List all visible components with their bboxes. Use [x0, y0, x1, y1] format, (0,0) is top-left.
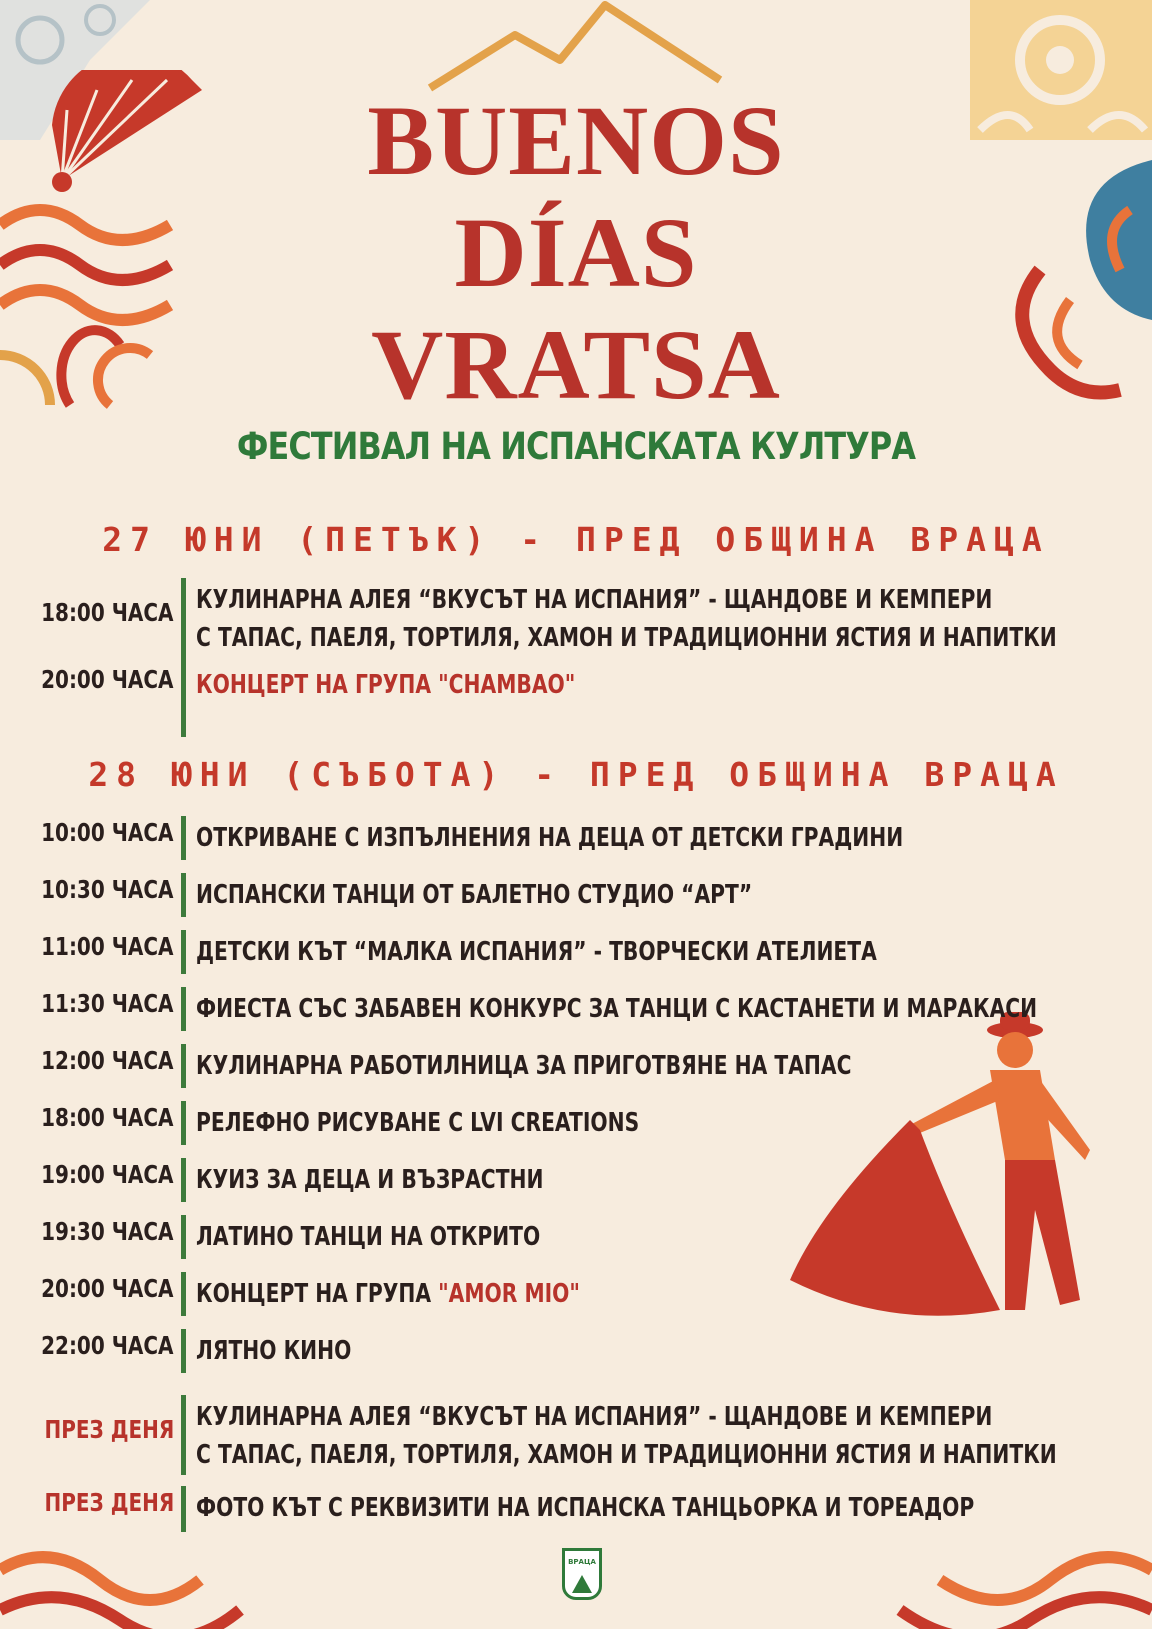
schedule-row: [0, 1397, 1152, 1470]
event-text: КОНЦЕРТ НА ГРУПА: [196, 1279, 439, 1309]
ornament-bottom-right: [880, 1540, 1152, 1629]
schedule-row: [0, 932, 1152, 992]
schedule-row: [0, 1217, 1152, 1277]
event-time: 10:30 ЧАСА: [41, 875, 174, 904]
divider: [181, 987, 186, 1031]
title-line-3: VRATSA: [371, 309, 781, 420]
divider: [181, 1329, 186, 1373]
event-description-line: ФОТО КЪТ С РЕКВИЗИТИ НА ИСПАНСКА ТАНЦЬОРКА И ТОРЕАДОР: [196, 1493, 975, 1523]
divider: [181, 1272, 186, 1316]
title-line-1: BUENOS: [367, 85, 785, 196]
event-description-line: КУИЗ ЗА ДЕЦА И ВЪЗРАСТНИ: [196, 1165, 544, 1195]
event-description-line: КУЛИНАРНА РАБОТИЛНИЦА ЗА ПРИГОТВЯНЕ НА ТАПАС: [196, 1051, 852, 1081]
divider: [181, 816, 186, 860]
event-time: 12:00 ЧАСА: [41, 1046, 174, 1075]
event-description-line: С ТАПАС, ПАЕЛЯ, ТОРТИЛЯ, ХАМОН И ТРАДИЦИОННИ ЯСТИЯ И НАПИТКИ: [196, 1440, 1057, 1470]
event-time: 19:00 ЧАСА: [41, 1160, 174, 1189]
event-description-line: ЛЯТНО КИНО: [196, 1336, 352, 1366]
day-2-heading: 28 ЮНИ (СЪБОТА) - ПРЕД ОБЩИНА ВРАЦА: [88, 755, 1064, 794]
event-description-line: ОТКРИВАНЕ С ИЗПЪЛНЕНИЯ НА ДЕЦА ОТ ДЕТСКИ ГРАДИНИ: [196, 823, 904, 853]
event-description-line: РЕЛЕФНО РИСУВАНЕ С LVI CREATIONS: [196, 1108, 640, 1138]
schedule-row: [0, 1103, 1152, 1163]
event-time: 19:30 ЧАСА: [41, 1217, 174, 1246]
schedule-row: [0, 1160, 1152, 1220]
event-description-line: [196, 1274, 580, 1314]
divider: [181, 1395, 186, 1475]
event-time: 20:00 ЧАСА: [41, 665, 174, 694]
city-logo: [562, 1548, 602, 1600]
event-time: 18:00 ЧАСА: [41, 598, 174, 627]
schedule-row: [0, 818, 1152, 878]
event-description-line: ФИЕСТА СЪС ЗАБАВЕН КОНКУРС ЗА ТАНЦИ С КАСТАНЕТИ И МАРАКАСИ: [196, 994, 1038, 1024]
ornament-bottom-left: [0, 1540, 260, 1629]
band-name-highlight: "AMOR MIO": [438, 1279, 580, 1309]
divider: [181, 1101, 186, 1145]
title-line-2: DÍAS: [454, 197, 698, 308]
event-description-line: ДЕТСКИ КЪТ “МАЛКА ИСПАНИЯ” - ТВОРЧЕСКИ АТЕЛИЕТА: [196, 937, 877, 967]
event-time: 18:00 ЧАСА: [41, 1103, 174, 1132]
event-time: 10:00 ЧАСА: [41, 818, 174, 847]
event-time: ПРЕЗ ДЕНЯ: [44, 1415, 174, 1444]
schedule-row: [0, 665, 1152, 725]
divider: [181, 1158, 186, 1202]
schedule-row: [0, 1488, 1152, 1548]
event-description-line: КУЛИНАРНА АЛЕЯ “ВКУСЪТ НА ИСПАНИЯ” - ЩАНДОВЕ И КЕМПЕРИ: [196, 585, 993, 615]
schedule-row: [0, 875, 1152, 935]
divider: [181, 578, 186, 658]
divider: [181, 1215, 186, 1259]
mountain-logo-icon: [420, 0, 750, 95]
divider: [181, 930, 186, 974]
schedule-row: [0, 1046, 1152, 1106]
schedule-row: [0, 1331, 1152, 1391]
event-description-line: КОНЦЕРТ НА ГРУПА "СНАМВАО": [196, 670, 576, 700]
divider: [181, 657, 186, 737]
event-time: ПРЕЗ ДЕНЯ: [44, 1488, 174, 1517]
event-time: 22:00 ЧАСА: [41, 1331, 174, 1360]
schedule-row: [0, 989, 1152, 1049]
divider: [181, 1486, 186, 1532]
divider: [181, 1044, 186, 1088]
event-time: 11:30 ЧАСА: [41, 989, 174, 1018]
event-description-line: ИСПАНСКИ ТАНЦИ ОТ БАЛЕТНО СТУДИО “АРТ”: [196, 880, 753, 910]
event-description-line: ЛАТИНО ТАНЦИ НА ОТКРИТО: [196, 1222, 541, 1252]
event-time: 20:00 ЧАСА: [41, 1274, 174, 1303]
day-1-heading: 27 ЮНИ (ПЕТЪК) - ПРЕД ОБЩИНА ВРАЦА: [102, 520, 1050, 559]
event-description-line: С ТАПАС, ПАЕЛЯ, ТОРТИЛЯ, ХАМОН И ТРАДИЦИОННИ ЯСТИЯ И НАПИТКИ: [196, 623, 1057, 653]
schedule-row: [0, 580, 1152, 653]
event-time: 11:00 ЧАСА: [41, 932, 174, 961]
event-description-line: КУЛИНАРНА АЛЕЯ “ВКУСЪТ НА ИСПАНИЯ” - ЩАНДОВЕ И КЕМПЕРИ: [196, 1402, 993, 1432]
festival-subtitle: ФЕСТИВАЛ НА ИСПАНСКАТА КУЛТУРА: [236, 425, 916, 468]
divider: [181, 873, 186, 917]
schedule-row: [0, 1274, 1152, 1334]
city-logo-text: ВРАЦА: [568, 1558, 596, 1566]
